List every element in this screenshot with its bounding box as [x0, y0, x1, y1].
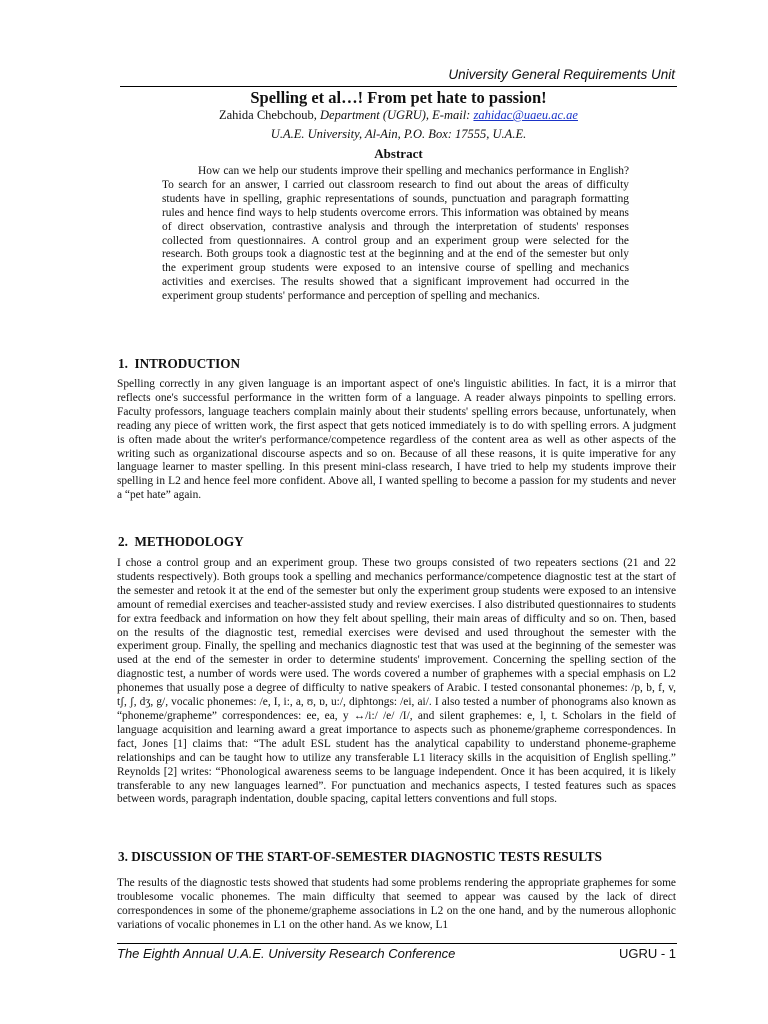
section-heading-methodology	[118, 534, 244, 550]
methodology-paragraph: I chose a control group and an experiment group. These two groups consisted of two repeaters sections (21 and 22 students respectively). Both groups took a spelling and mechanics performance/competence diagnostic test at the start of the semester and retook it at the end of the semester but only the experiment group students were exposed to an intensive amount of remedial exercises and teacher-assisted study and review exercises. I also distributed questionnaires to students for extra feedback and information on how they felt about spelling, their main areas of difficulty and so on. Then, based on the results of the diagnostic test, remedial exercises were devised and used throughout the semester with the experiment group. Finally, the spelling and mechanics diagnostic test that was used at the beginning of the semester was used at the end of the semester in order to determine students' improvement. Concerning the spelling section of the diagnostic test, a number of words were used. The words covered a number of graphemes with a special emphasis on L2 phonemes that usually pose a degree of difficulty to native speakers of Arabic. I tested consonantal phonemes: /p, b, f, v, tʃ, ʃ, dʒ, g/, vocalic phonemes: /e, I, i:, a, ʊ, ɒ, u:/, diphtongs: /ei, ai/. I also tested a number of phonograms also known as “phoneme/grapheme” correspondences: ee, ea, y ↔/i:/ /e/ /I/, and silent graphemes: e, l, t. Scholars in the field of language acquisition and learning award a great importance to aspects such as phoneme/grapheme correspondences. In fact, Jones [1] claims that: “The adult ESL student has the analytical capability to understand phoneme-grapheme relationships and can be taught how to utilize any transferable L1 literacy skills in the acquisition of English spelling.” Reynolds [2] writes: “Phonological awareness seems to be language independent. Once it has been acquired, it is likely transferable to any new languages learned”. For punctuation and mechanics aspects, I tested features such as spaces between words, paragraph indentation, double spacing, capital letters conventions and full stops.	[117, 557, 676, 806]
paper-title: Spelling et al…! From pet hate to passion!	[250, 88, 547, 107]
section-heading-discussion	[118, 849, 602, 865]
footer-conference: The Eighth Annual U.A.E. University Research Conference	[117, 946, 456, 961]
author-name: Zahida Chebchoub,	[219, 108, 321, 122]
section-number: 3.	[118, 849, 128, 864]
section-title: DISCUSSION OF THE START-OF-SEMESTER DIAGNOSTIC TESTS RESULTS	[131, 849, 602, 864]
abstract-heading: Abstract	[374, 146, 423, 161]
section-number: 1.	[118, 356, 128, 371]
section-title: METHODOLOGY	[134, 534, 244, 549]
author-department: Department (UGRU), E-mail:	[320, 108, 474, 122]
section-title: INTRODUCTION	[134, 356, 240, 371]
section-heading-introduction	[118, 356, 240, 372]
footer-page-number: UGRU - 1	[618, 946, 676, 961]
header-rule	[120, 86, 677, 87]
introduction-paragraph: Spelling correctly in any given language is an important aspect of one's linguistic abilities. In fact, it is a mirror that reflects one's successful performance in the written form of a language. A reader always pinpoints to spelling errors. Faculty professors, language teachers complain mainly about their students' spelling errors because, unfortunately, when reading any piece of written work, the first aspect that gets noticed immediately is to do with spelling errors. A judgment is often made about the writer's performance/competence regardless of the content area as well as other aspects of the writing such as organizational discourse aspects and so on. Because of all these reasons, it is quite imperative for any language learner to master spelling. In this present mini-class research, I have tried to help my students improve their spelling in L2 and hence feel more confident. Above all, I wanted spelling to become a passion for my students and never a “pet hate” again.	[117, 378, 676, 502]
author-address: U.A.E. University, Al-Ain, P.O. Box: 17555, U.A.E.	[270, 127, 527, 141]
author-line	[120, 108, 677, 123]
abstract-text: How can we help our students improve their spelling and mechanics performance in English? To search for an answer, I carried out classroom research to find out about the areas of difficulty students have in spelling, graphic representations of sounds, punctuation and paragraph formatting rules and hence find ways to help students overcome errors. This information was obtained by means of direct observation, contrastive analysis and through the interpretation of students' responses collected from questionnaires. A control group and an experiment group were selected for the research. Both groups took a diagnostic test at the beginning and at the end of the semester but only the experiment group students were exposed to an intensive course of spelling and mechanics activities and exercises. The results showed that a significant improvement had occurred in the experiment group students' performance and perception of spelling and mechanics.	[162, 165, 629, 303]
discussion-paragraph: The results of the diagnostic tests showed that students had some problems rendering the appropriate graphemes for some troublesome vocalic phonemes. The main difficulty that seemed to appear was caused by the lack of direct correspondences in some of the phoneme/grapheme associations in L2 on the one hand, and by the numerous allophonic variations of vocalic phonemes in L1 on the other hand. As we know, L1	[117, 877, 676, 931]
footer-rule	[117, 943, 677, 944]
section-number: 2.	[118, 534, 128, 549]
author-email-link[interactable]: zahidac@uaeu.ac.ae	[473, 108, 578, 122]
running-header: University General Requirements Unit	[448, 67, 675, 82]
